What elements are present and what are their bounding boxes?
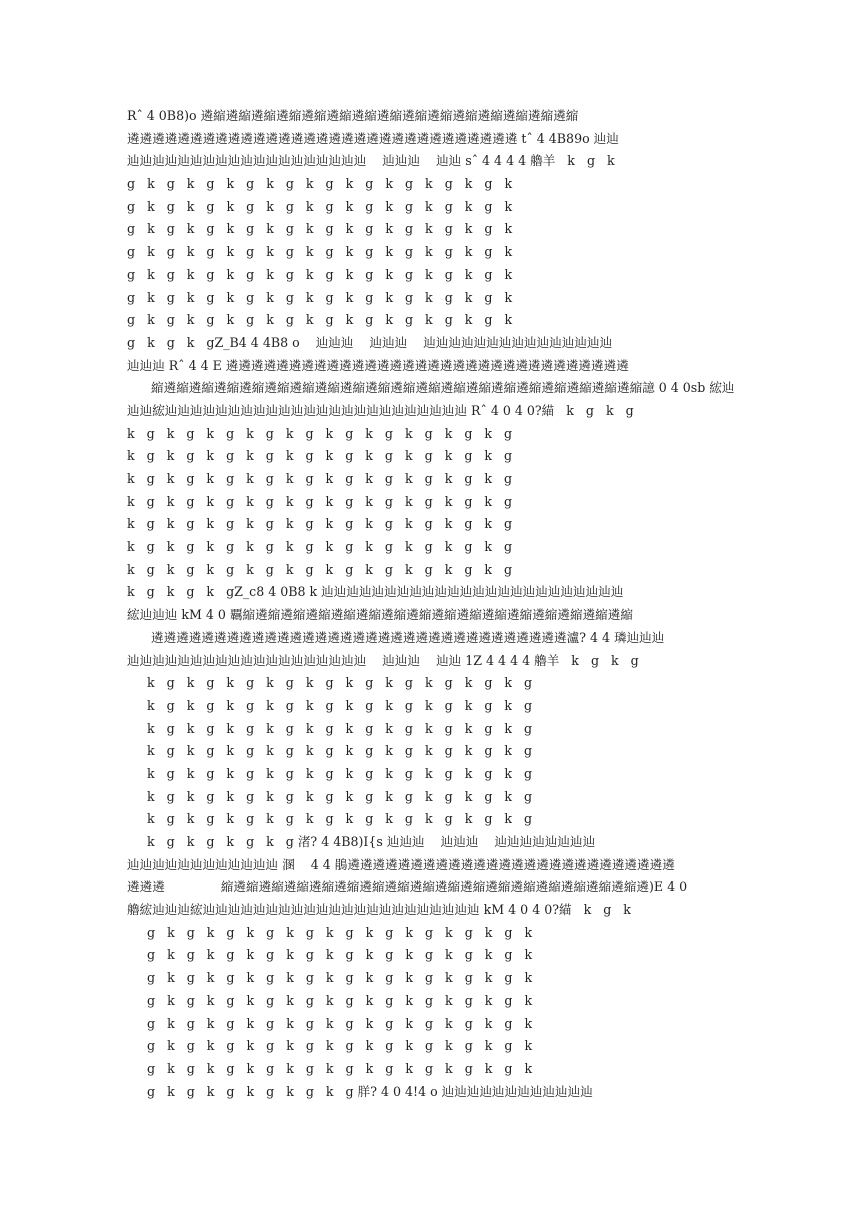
text-line: g k g k g k g k g k g k g k g k g k g k — [147, 1060, 533, 1076]
text-line: 辿辿辿辿辿辿辿辿辿辿辿辿辿辿辿辿辿辿辿 辿辿辿 辿辿 sˆ 4 4 4 4 艪羊 k g k — [127, 153, 615, 169]
text-line: k g k g k g k g 渚? 4 4B8)I{s 辿辿辿 辿辿辿 辿辿辿辿辿辿辿辿 — [147, 834, 596, 849]
text-line: g k g k g k g k g k g k g k g k g k g k — [147, 947, 533, 963]
text-line: 遴遴遴遴遴遴遴遴遴遴遴遴遴遴遴遴遴遴遴遴遴遴遴遴遴遴遴遴遴遴遴遴遴瀘? 4 4 璘辿辿辿 — [151, 629, 665, 645]
text-line: 辿辿辿辿辿辿辿辿辿辿辿辿 溷 4 4 鵑遴遴遴遴遴遴遴遴遴遴遴遴遴遴遴遴遴遴遴遴遴遴遴遴遴遴 — [127, 856, 675, 872]
text-line: g k g k g k g k g k g k g k g k g k g k — [147, 924, 533, 940]
text-line: g k g k g k g k g k g k g k g k g k g k — [147, 1038, 533, 1054]
text-line: 遴遴遴 縮遴縮遴縮遴縮遴縮遴縮遴縮遴縮遴縮遴縮遴縮遴縮遴縮遴縮遴縮遴縮遴縮遴)E 4 0 — [127, 879, 688, 895]
text-line: 艪綋辿辿辿綋辿辿辿辿辿辿辿辿辿辿辿辿辿辿辿辿辿辿辿辿辿辿 kM 4 0 4 0?緢 k g k — [127, 902, 631, 918]
text-line: k g k g k gZ_c8 4 0B8 k 辿辿辿辿辿辿辿辿辿辿辿辿辿辿辿辿辿辿辿辿辿辿辿辿 — [127, 584, 624, 600]
text-line: k g k g k g k g k g k g k g k g k g k g — [127, 493, 513, 509]
text-line: 縮遴縮遴縮遴縮遴縮遴縮遴縮遴縮遴縮遴縮遴縮遴縮遴縮遴縮遴縮遴縮遴縮遴縮遴縮遴縮譩 0 4 0sb 綋辿 — [151, 380, 735, 396]
text-line: g k g k g k g k g k g k g k g k g k g k — [127, 198, 513, 214]
text-line: 辿辿辿 Rˆ 4 4 E 遴遴遴遴遴遴遴遴遴遴遴遴遴遴遴遴遴遴遴遴遴遴遴遴遴遴遴遴遴遴遴遴 — [127, 357, 629, 373]
text-line: k g k g k g k g k g k g k g k g k g k g — [147, 697, 533, 713]
text-line: k g k g k g k g k g k g k g k g k g k g — [147, 765, 533, 781]
text-line: k g k g k g k g k g k g k g k g k g k g — [127, 516, 513, 532]
text-line: g k g k g k g k g k g k g k g k g k g k — [147, 992, 533, 1008]
text-line: 辿辿綋辿辿辿辿辿辿辿辿辿辿辿辿辿辿辿辿辿辿辿辿辿辿辿辿 Rˆ 4 0 4 0?緢 k g k g — [127, 402, 634, 418]
text-line: k g k g k g k g k g k g k g k g k g k g — [147, 675, 533, 691]
text-line: Rˆ 4 0B8)o 遴縮遴縮遴縮遴縮遴縮遴縮遴縮遴縮遴縮遴縮遴縮遴縮遴縮遴縮遴縮 — [127, 108, 579, 123]
text-line: g k g k g k g k g k g k g k g k g k g k — [127, 221, 513, 237]
text-line: k g k g k g k g k g k g k g k g k g k g — [127, 448, 513, 464]
text-line: k g k g k g k g k g k g k g k g k g k g — [127, 425, 513, 441]
text-line: k g k g k g k g k g k g k g k g k g k g — [147, 811, 533, 827]
document-body — [127, 105, 737, 1103]
text-line: k g k g k g k g k g k g k g k g k g k g — [147, 788, 533, 804]
text-line: k g k g k g k g k g k g k g k g k g k g — [127, 471, 513, 486]
text-line: g k g k g k g k g k g k g k g k g k g k — [147, 970, 533, 986]
text-line: k g k g k g k g k g k g k g k g k g k g — [127, 539, 513, 555]
text-line: g k g k gZ_B4 4 4B8 o 辿辿辿 辿辿辿 辿辿辿辿辿辿辿辿辿辿辿辿辿辿辿 — [127, 334, 613, 350]
text-line: g k g k g k g k g k g k g k g k g k g k — [127, 312, 513, 328]
text-line: 遴遴遴遴遴遴遴遴遴遴遴遴遴遴遴遴遴遴遴遴遴遴遴遴遴遴遴遴遴遴遴 tˆ 4 4B89o 辿辿 — [127, 130, 619, 146]
text-line: k g k g k g k g k g k g k g k g k g k g — [147, 720, 533, 736]
text-line: g k g k g k g k g k g k g k g k g k g k — [127, 289, 513, 305]
text-line: k g k g k g k g k g k g k g k g k g k g — [147, 743, 533, 759]
text-line: g k g k g k g k g k g k g k g k g k g k — [127, 176, 513, 192]
text-line: 辿辿辿辿辿辿辿辿辿辿辿辿辿辿辿辿辿辿辿 辿辿辿 辿辿 1Z 4 4 4 4 艪羊 k g k g — [127, 652, 639, 668]
text-line: g k g k g k g k g k g 羘? 4 0 4!4 o 辿辿辿辿辿辿辿辿辿辿辿辿 — [147, 1083, 593, 1099]
text-line: g k g k g k g k g k g k g k g k g k g k — [147, 1015, 533, 1031]
text-line: 綋辿辿辿 kM 4 0 覊縮遴縮遴縮遴縮遴縮遴縮遴縮遴縮遴縮遴縮遴縮遴縮遴縮遴縮遴縮遴縮 — [127, 607, 633, 623]
text-line: g k g k g k g k g k g k g k g k g k g k — [127, 244, 513, 260]
text-line: g k g k g k g k g k g k g k g k g k g k — [127, 266, 513, 282]
text-line: k g k g k g k g k g k g k g k g k g k g — [127, 561, 513, 577]
